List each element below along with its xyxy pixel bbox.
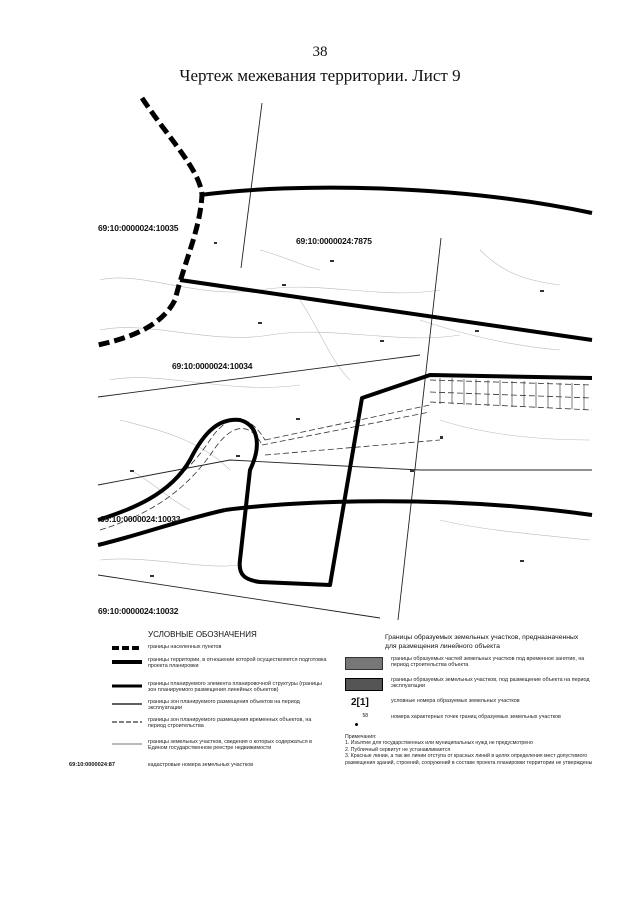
- notes: [345, 734, 595, 766]
- settlement-boundary: [98, 98, 202, 345]
- legend-text: границы зон планируемого размещения временных объектов, на период строительства: [148, 717, 312, 730]
- right-legend-title: Границы образуемых земельных участков, предназначенных для размещения линейного объекта: [385, 634, 579, 650]
- parcel-number-symbol: 2[1]: [351, 697, 369, 708]
- temporary-zone-symbol: [112, 717, 142, 727]
- temporary-parts-symbol: [345, 657, 383, 670]
- legend-text: границы планируемого элемента планировочной структуры (границы зон планируемого размещения линейных объектов): [148, 681, 322, 694]
- egrn-parcel-symbol: [112, 739, 142, 749]
- right-legend-text: границы образуемых частей земельных участков под временное занятие, на период строительства объекта: [391, 656, 585, 669]
- territory-boundary-symbol: [112, 657, 142, 667]
- point-number-symbol: [355, 713, 375, 724]
- settlement-boundary-symbol: [112, 643, 142, 653]
- legend-text: границы населенных пунктов: [148, 644, 222, 650]
- point-dot-icon: [355, 723, 358, 726]
- parcel-label-7875: 69:10:0000024:7875: [296, 236, 372, 246]
- infrastructure-hatching: [440, 378, 584, 410]
- cadastral-number-sample: 69:10:0000024:87: [69, 762, 116, 768]
- parcel-label-10033: 69:10:0000024:10033: [100, 514, 181, 524]
- survey-marks: [130, 242, 544, 577]
- parcel-label-10035: 69:10:0000024:10035: [98, 223, 179, 233]
- legend-title: УСЛОВНЫЕ ОБОЗНАЧЕНИЯ: [148, 630, 257, 639]
- page-title: Чертеж межевания территории. Лист 9: [179, 66, 461, 85]
- note-line: 1. Изъятие для государственных или муниципальных нужд не предусмотрено: [345, 740, 533, 747]
- point-number-label: 58: [362, 713, 369, 719]
- legend-text: границы зон планируемого размещения объектов на период эксплуатации: [148, 699, 300, 712]
- operation-zone-symbol: [112, 699, 142, 709]
- page-number: 38: [312, 44, 328, 60]
- parcel-label-10034: 69:10:0000024:10034: [172, 361, 253, 371]
- parcel-label-10032: 69:10:0000024:10032: [98, 606, 179, 616]
- right-legend-text: условные номера образуемых земельных участков: [391, 698, 520, 704]
- operation-parcels-symbol: [345, 678, 383, 691]
- notes-heading: Примечания:: [345, 734, 377, 740]
- legend-text: кадастровые номера земельных участков: [148, 762, 254, 768]
- note-line: 2. Публичный сервитут не устанавливается: [345, 746, 451, 753]
- note-line: 3. Красные линии, а так же линии отступа от красных линий в целях определения мест допустимого размещения зданий, строений, сооружений в составе проекта планировки территории не утверждены: [345, 753, 593, 766]
- right-legend-text: номера характерных точек границ образуемых земельных участков: [391, 714, 561, 720]
- planning-element-symbol: [112, 681, 142, 691]
- right-legend-text: границы образуемых земельных участков, под размещение объекта на период эксплуатации: [391, 677, 590, 690]
- territory-boundaries: [98, 188, 592, 585]
- legend-text: границы территории, в отношении которой осуществляется подготовка проекта планировки: [148, 657, 327, 670]
- legend-text: границы земельных участков, сведения о которых содержаться в Едином государственном реестре недвижимости: [148, 739, 312, 752]
